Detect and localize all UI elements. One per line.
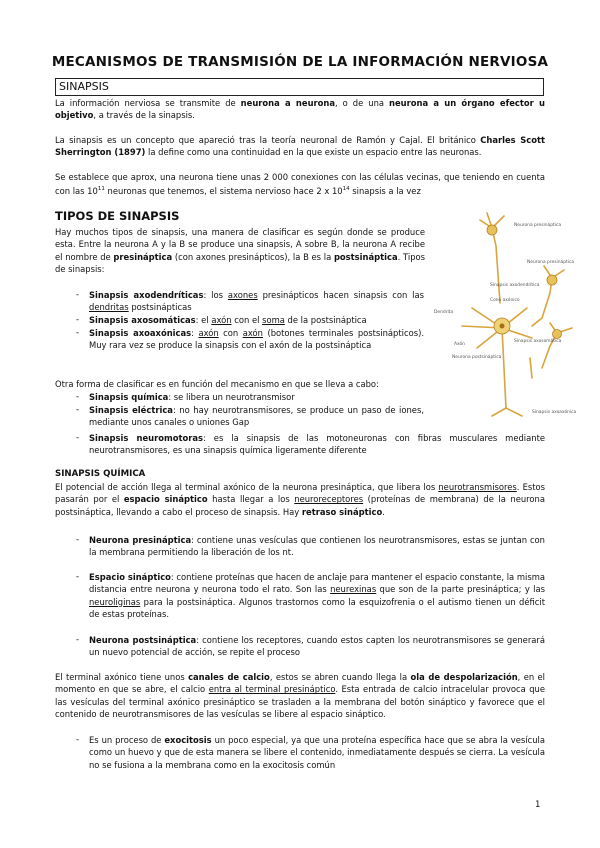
list-item-espacio-sinaptico: Espacio sináptico: contiene proteínas que hacen de anclaje para mantener el espacio constante, la misma distancia entre neurona y neurona todo el rato. Son las neurexinas que son de la parte presináptica; y las neuroliginas para la postsináptica. Algunos trastornos como la esquizofrenia o el autismo tienen un déficit de estas proteínas.	[89, 572, 545, 619]
list-item-axoaxonica: Sinapsis axoaxónicas: axón con axón (botones terminales postsinápticos). Muy rara vez se produce la sinapsis con el axón de la postsináptica	[89, 328, 424, 351]
section-header-label: SINAPSIS	[59, 80, 109, 93]
list-item-exocitosis: Es un proceso de exocitosis un poco especial, ya que una proteína específica hace que se abra la vesícula como un huevo y que de esta manera se libere el contenido, inmediatamente después se cierra. La vesícula no se fusiona a la membrana como en la exocitosis común	[89, 735, 545, 770]
paragraph-tipos: Hay muchos tipos de sinapsis, una manera de clasificar es según donde se produce esta. Entre la neurona A y la B se produce una sinapsis, A sobre B, la neurona A recibe el nombre de presináptica (con axones presinápticos), la B es la postsináptica. Tipos de sinapsis:	[55, 227, 426, 274]
label-presinaptica-1: Neurona presináptica	[514, 223, 562, 228]
paragraph-intro: La información nerviosa se transmite de neurona a neurona, o de una neurona a un órgano efector u objetivo, a través de la sinapsis.	[55, 98, 545, 121]
label-postsinaptica: Neurona postsináptica	[452, 355, 502, 360]
label-cono-axonico: Cono axónico	[490, 298, 520, 303]
list-item-axodendritica: Sinapsis axodendríticas: los axones presinápticos hacen sinapsis con las dendritas postsinápticas	[89, 290, 424, 313]
label-axon: Axón	[454, 342, 465, 347]
label-dendrita: Dendrita	[434, 310, 454, 315]
list-item-neurona-presinaptica: Neurona presináptica: contiene unas vesículas que contienen los neurotransmisores, estas se juntan con la membrana permitiendo la liberación de los nt.	[89, 535, 545, 558]
quimica-heading: SINAPSIS QUÍMICA	[55, 469, 146, 479]
label-axosomatica: Sinapsis axosomática	[514, 339, 562, 344]
document-title: MECANISMOS DE TRANSMISIÓN DE LA INFORMACIÓN NERVIOSA	[51, 54, 549, 70]
paragraph-calcio: El terminal axónico tiene unos canales de calcio, estos se abren cuando llega la ola de despolarización, en el momento en que se abre, el calcio entra al terminal presináptico. Esta entrada de calcio intracelular provoca que las vesículas del terminal axónico presináptico se trasladen a la membrana del botón sináptico y favorece que el contenido de neurotransmisores de las vesículas se libere al espacio sináptico.	[55, 672, 545, 719]
paragraph-mecanismo: Otra forma de clasificar es en función del mecanismo en que se lleva a cabo:	[55, 379, 379, 389]
document-page: MECANISMOS DE TRANSMISIÓN DE LA INFORMACIÓN NERVIOSA SINAPSIS La información nerviosa se transmite de neurona a neurona, o de una neurona a un órgano efector u objetivo, a través de la sinapsis. La sinapsis es un concepto que apareció tras la teoría neuronal de Ramón y Cajal. El británico Charles Scott Sherrington (1897) la define como una continuidad en la que existe un espacio entre las neuronas. Se establece que aprox, una neurona tiene unas 2 000 conexiones con las células vecinas, que teniendo en cuenta con las $10^{11}$ neuronas que tenemos, el sistema nervioso hace 2 x $10^{14}$ sinapsis a la vez TIPOS DE SINAPSIS Hay muchos tipos de sinapsis, una manera de clasificar es según donde se produce esta. Entre la neurona A y la B se produce una sinapsis, A sobre B, la neurona A recibe el nombre de presináptica (con axones presinápticos), la B es la postsináptica. Tipos de sinapsis: - Sinapsis axodendríticas: los axones presinápticos hacen sinapsis con las dendritas postsinápticas - Sinapsis axosomáticas: el axón con el soma de la postsináptica - Sinapsis axoaxónicas: axón con axón (botones terminales postsinápticos). Muy rara vez se produce la sinapsis con el axón de la postsináptica Otra forma de clasificar es en función del mecanismo en que se lleva a cabo: - Sinapsis química: se libera un neurotransmisor - Sinapsis eléctrica: no hay neurotransmisores, se produce un paso de iones, mediante unos canales o uniones Gap - Sinapsis neuromotoras: es la sinapsis de las motoneuronas con fibras musculares mediante neurotransmisores, es una sinapsis química ligeramente diferente SINAPSIS QUÍMICA El potencial de acción llega al terminal axónico de la neurona presináptica, que libera los neurotransmisores. Estos pasarán por el espacio sináptico hasta llegar a los neuroreceptores (proteínas de membrana) de la neurona postsináptica, llevando a cabo el proceso de sinapsis. Hay retraso sináptico. - Neurona presináptica: contiene unas vesículas que contienen los neurotransmisores, estas se juntan con la membrana permitiendo la liberación de los nt. - Espacio sináptico: contiene proteínas que hacen de anclaje para mantener el espacio constante, la misma distancia entre neurona y neurona todo el rato. Son las neurexinas que son de la parte presináptica; y las neuroliginas para la postsináptica. Algunos trastornos como la esquizofrenia o el autismo tienen un déficit de estas proteínas. - Neurona postsináptica: contiene los receptores, cuando estos capten los neurotransmisores se generará un nuevo potencial de acción, se repite el proceso El terminal axónico tiene unos canales de calcio, estos se abren cuando llega la ola de despolarización, en el momento en que se abre, el calcio entra al terminal presináptico. Esta entrada de calcio intracelular provoca que las vesículas del terminal axónico presináptico se trasladen a la membrana del botón sináptico y favorece que el contenido de neurotransmisores de las vesículas se libere al espacio sináptico. - Es un proceso de exocitosis un poco especial, ya que una proteína específica hace que se abra la vesícula como un huevo y que de esta manera se libere el contenido, inmediatamente después se cierra. La vesícula no se fusiona a la membrana como en la exocitosis común Neurona presináptica Neurona presináptica Sinapsis axodendrítica Dendrita Cono axónico Axón Sinapsis axosomática Neurona postsináptica Sinapsis axoaxónica 1	[0, 0, 600, 848]
list-item-electrica: Sinapsis eléctrica: no hay neurotransmisores, se produce un paso de iones, mediante unos canales o uniones Gap	[89, 405, 424, 428]
label-axodendritica: Sinapsis axodendrítica	[490, 283, 540, 288]
list-item-axosomatica: Sinapsis axosomáticas: el axón con el soma de la postsináptica	[89, 315, 367, 325]
list-item-neuromotora: Sinapsis neuromotoras: es la sinapsis de las motoneuronas con fibras musculares mediante neurotransmisores, es una sinapsis química ligeramente diferente	[89, 433, 546, 456]
list-item-neurona-postsinaptica: Neurona postsináptica: contiene los receptores, cuando estos capten los neurotransmisores se generará un nuevo potencial de acción, se repite el proceso	[89, 635, 545, 658]
tipos-heading: TIPOS DE SINAPSIS	[55, 209, 180, 223]
section-header-box	[55, 78, 544, 96]
paragraph-connections: Se establece que aprox, una neurona tiene unas 2 000 conexiones con las células vecinas, que teniendo en cuenta con las $10^{11}$ neuronas que tenemos, el sistema nervioso hace 2 x $10^{14}$ sinapsis a la vez	[55, 172, 545, 197]
neuron-synapse-figure	[432, 208, 582, 418]
paragraph-potencial: El potencial de acción llega al terminal axónico de la neurona presináptica, que libera los neurotransmisores. Estos pasarán por el espacio sináptico hasta llegar a los neuroreceptores (proteínas de membrana) de la neurona postsináptica, llevando a cabo el proceso de sinapsis. Hay retraso sináptico.	[55, 482, 545, 517]
list-item-quimica: Sinapsis química: se libera un neurotransmisor	[89, 392, 295, 402]
label-presinaptica-2: Neurona presináptica	[527, 260, 575, 265]
presynaptic-soma-right	[547, 275, 557, 285]
presynaptic-soma-top	[487, 225, 497, 235]
page-number: 1	[535, 800, 541, 810]
label-axoaxonica: Sinapsis axoaxónica	[532, 410, 577, 415]
paragraph-sherrington: La sinapsis es un concepto que apareció tras la teoría neuronal de Ramón y Cajal. El británico Charles Scott Sherrington (1897) la define como una continuidad en la que existe un espacio entre las neuronas.	[55, 135, 545, 158]
presynaptic-soma-lower	[553, 330, 562, 339]
